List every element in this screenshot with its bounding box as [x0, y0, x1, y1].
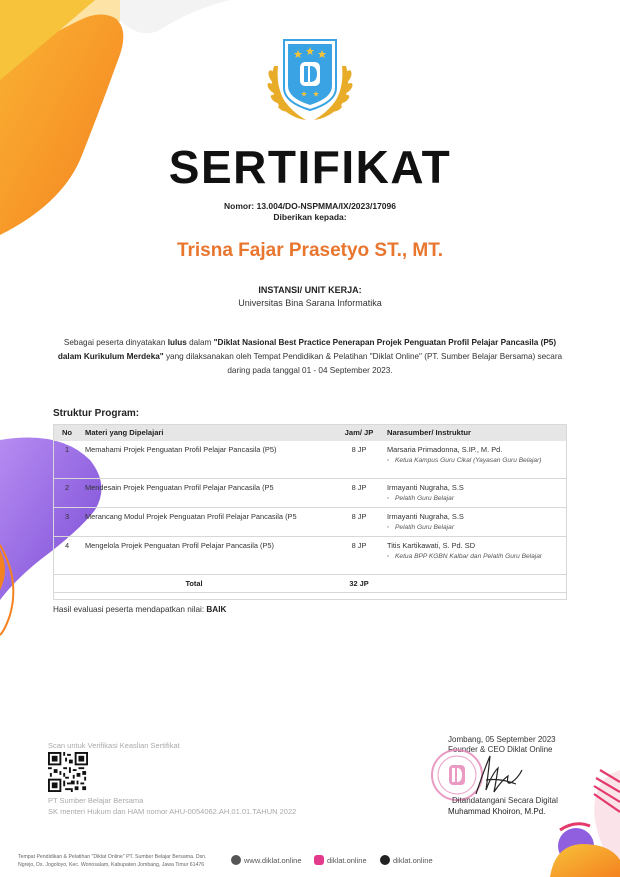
qr-code[interactable]	[48, 752, 88, 792]
signer-name: Muhammad Khoiron, M.Pd.	[448, 807, 546, 816]
table-total-row	[53, 574, 567, 592]
description-paragraph: Sebagai peserta dinyatakan lulus dalam "Diklat Nasional Best Practice Penerapan Projek Penguatan Profil Pelajar Pancasila (P5) dalam Kurikulum Merdeka" yang dilaksanakan oleh Tempat Pendidikan & Pelatihan "Diklat Online" (PT. Sumber Belajar Bersama) secara daring pada tanggal 01 - 04 September 2023.	[57, 338, 563, 375]
given-to-label: Diberikan kepada:	[273, 212, 347, 222]
program-structure-title: Struktur Program:	[53, 408, 140, 419]
tiktok-icon	[380, 855, 390, 865]
header-materi: Materi yang Dipelajari	[81, 424, 335, 441]
recipient-name: Trisna Fajar Prasetyo ST., MT.	[176, 240, 444, 261]
evaluation-value: BAIK	[206, 605, 227, 614]
sk-number: SK menteri Hukum dan HAM nomor AHU-0054062.AH.01.01.TAHUN 2022	[48, 807, 297, 816]
signed-digitally-label: Ditandatangani Secara Digital	[452, 796, 558, 805]
total-label: Total	[53, 574, 335, 592]
scan-verification-label: Scan untuk Verifikasi Keaslian Sertifikat	[48, 741, 180, 750]
evaluation-result: Hasil evaluasi peserta mendapatkan nilai: BAIK	[53, 605, 227, 614]
diklat-online-logo	[256, 36, 364, 122]
table-row: 3 Merancang Modul Projek Penguatan Profil Pelajar Pancasila (P5 8 JP Irmayanti Nugraha, S.S ◦ Pelatih Guru Belajar	[53, 507, 567, 536]
institution-value: Universitas Bina Sarana Informatika	[238, 298, 382, 308]
signature-role: Founder & CEO Diklat Online	[448, 745, 553, 754]
program-name: "Diklat Nasional Best Practice Penerapan Projek Penguatan Profil Pelajar Pancasila (P5) dalam Kurikulum Merdeka"	[57, 338, 557, 361]
certificate-number: Nomor: 13.004/DO-NSPMMA/IX/2023/17096	[224, 201, 396, 211]
footer-website[interactable]: www.diklat.online	[231, 855, 302, 865]
footer-tiktok[interactable]: diklat.online	[380, 855, 433, 865]
header-jp: Jam/ JP	[335, 424, 383, 441]
certificate-title: SERTIFIKAT	[168, 141, 452, 193]
total-value: 32 JP	[335, 574, 383, 592]
institution-label: INSTANSI/ UNIT KERJA:	[258, 285, 362, 295]
signature-scribble	[466, 750, 528, 802]
company-name: PT Sumber Belajar Bersama	[48, 796, 144, 805]
table-row: 2 Mendesain Projek Penguatan Profil Pelajar Pancasila (P5 8 JP Irmayanti Nugraha, S.S ◦ Pelatih Guru Belajar	[53, 478, 567, 507]
bottom-right-decoration	[520, 760, 620, 877]
signature-date: Jombang, 05 September 2023	[448, 735, 556, 744]
table-row: 4 Mengelola Projek Penguatan Profil Pelajar Pancasila (P5) 8 JP Titis Kartikawati, S. Pd. SD ◦ Ketua BPP KGBN Kalbar dan Pelatih Guru Belajar	[53, 536, 567, 574]
program-table	[53, 424, 567, 593]
globe-icon	[231, 855, 241, 865]
footer-instagram[interactable]: diklat.online	[314, 855, 367, 865]
instagram-icon	[314, 855, 324, 865]
header-narasumber: Narasumber/ Instruktur	[383, 424, 567, 441]
table-row: 1 Memahami Projek Penguatan Profil Pelajar Pancasila (P5) 8 JP Marsaria Primadonna, S.IP., M. Pd. ◦ Ketua Kampus Guru Cikal (Yayasan Guru Belajar)	[53, 441, 567, 478]
footer-address: Tempat Pendidikan & Pelatihan "Diklat Online" PT. Sumber Belajar Bersama. Dsn. Ngrejo, Ds. Jogoloyo, Kec. Wonosalam, Kabupaten Jombang, Jawa Timur 61476	[18, 854, 207, 868]
header-no: No	[53, 424, 81, 441]
table-header	[53, 424, 567, 441]
